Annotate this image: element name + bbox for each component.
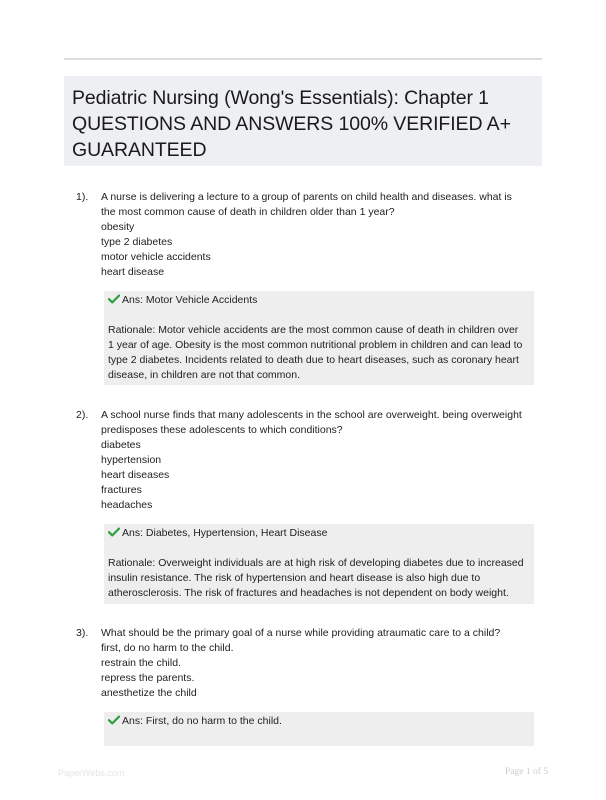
question-body — [101, 408, 537, 513]
option: hypertension — [101, 454, 162, 466]
question-body — [101, 626, 537, 701]
check-icon — [108, 715, 120, 725]
option: first, do no harm to the child. — [101, 642, 234, 654]
question-number: 1). — [76, 191, 89, 203]
rationale-text: insulin resistance. The risk of hypertension and heart disease is also high due to — [108, 572, 481, 584]
top-divider — [64, 58, 542, 60]
option: restrain the child. — [101, 657, 181, 669]
rationale-text: atherosclerosis. The risk of fractures and headaches is not dependent on body weight. — [108, 587, 509, 599]
option: heart diseases — [101, 469, 170, 481]
answer-text: Ans: Diabetes, Hypertension, Heart Disease — [122, 527, 328, 539]
option: headaches — [101, 499, 153, 511]
answer-text: Ans: Motor Vehicle Accidents — [122, 294, 258, 306]
rationale-text: type 2 diabetes. Incidents related to death due to heart diseases, such as coronary heart — [108, 354, 519, 366]
answer-box — [104, 712, 534, 746]
rationale — [108, 323, 532, 383]
question-text: the most common cause of death in children older than 1 year? — [101, 206, 395, 218]
title-banner — [64, 76, 542, 166]
rationale — [108, 556, 532, 601]
option: obesity — [101, 221, 135, 233]
option: anesthetize the child — [101, 687, 197, 699]
option: fractures — [101, 484, 142, 496]
option: heart disease — [101, 266, 165, 278]
option: motor vehicle accidents — [101, 251, 211, 263]
question-text: What should be the primary goal of a nurse while providing atraumatic care to a child? — [101, 627, 501, 639]
title-line: Pediatric Nursing (Wong's Essentials): Chapter 1 — [72, 87, 489, 109]
answer-line — [108, 293, 257, 308]
watermark-text: PaperWebs.com — [58, 768, 125, 778]
option: diabetes — [101, 439, 141, 451]
answer-box — [104, 291, 534, 385]
question-number: 3). — [76, 627, 89, 639]
rationale-text: Rationale: Overweight individuals are at high risk of developing diabetes due to increased — [108, 557, 524, 569]
check-icon — [108, 527, 120, 537]
question-text: predisposes these adolescents to which conditions? — [101, 424, 343, 436]
question-text: A nurse is delivering a lecture to a group of parents on child health and diseases. what is — [101, 191, 512, 203]
check-icon — [108, 294, 120, 304]
answer-line — [108, 714, 282, 729]
answer-line — [108, 526, 327, 541]
page-indicator: Page 1 of 5 — [504, 767, 548, 777]
title-line: GUARANTEED — [72, 139, 207, 161]
rationale-text: 1 year of age. Obesity is the most common nutritional problem in children and can lead to — [108, 339, 523, 351]
answer-box — [104, 524, 534, 604]
question-number: 2). — [76, 409, 89, 421]
option: repress the parents. — [101, 672, 195, 684]
rationale-text: Rationale: Motor vehicle accidents are the most common cause of death in children over — [108, 324, 519, 336]
rationale-text: disease, in children are not that common. — [108, 369, 301, 381]
document-title — [72, 85, 534, 163]
question-body — [101, 190, 537, 280]
question-text: A school nurse finds that many adolescents in the school are overweight. being overweight — [101, 409, 522, 421]
title-line: QUESTIONS AND ANSWERS 100% VERIFIED A+ — [72, 113, 511, 135]
answer-text: Ans: First, do no harm to the child. — [122, 715, 282, 727]
option: type 2 diabetes — [101, 236, 173, 248]
